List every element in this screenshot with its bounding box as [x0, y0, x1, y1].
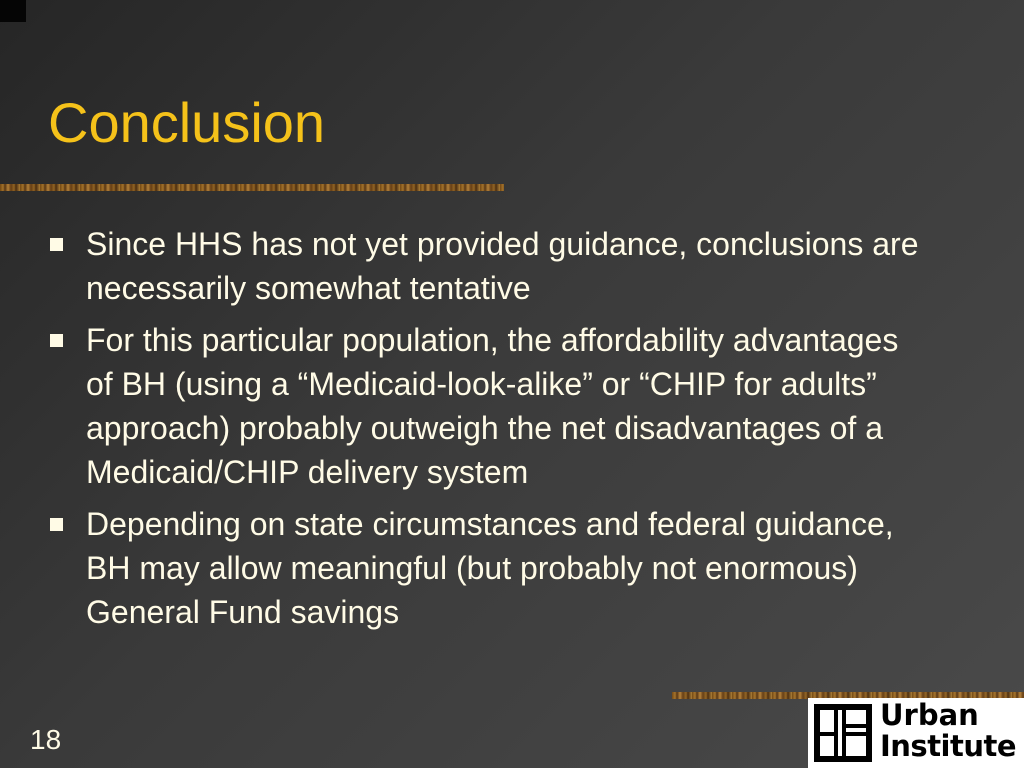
logo-grid-icon	[814, 704, 872, 762]
logo-line-urban: Urban	[880, 698, 979, 732]
bullet-text: For this particular population, the affordability advantages of BH (using a “Medicaid-look-alike” or “CHIP for adults” approach) probably outweigh the net disadvantages of a Medicaid/CHIP delivery system	[86, 322, 899, 490]
bullet-text: Depending on state circumstances and federal guidance, BH may allow meaningful (but probably not enormous) General Fund savings	[86, 506, 894, 630]
bullet-item	[48, 502, 928, 634]
logo-wordmark	[880, 700, 1016, 762]
title-divider	[0, 184, 504, 191]
slide-number: 18	[30, 724, 62, 755]
bullet-list	[48, 222, 928, 642]
bullet-text: Since HHS has not yet provided guidance, conclusions are necessarily somewhat tentative	[86, 226, 919, 306]
square-bullet-icon	[50, 238, 63, 251]
square-bullet-icon	[50, 334, 63, 347]
bullet-item	[48, 222, 928, 310]
logo-line-institute: Institute	[880, 729, 1017, 763]
corner-mark	[0, 0, 26, 22]
square-bullet-icon	[50, 518, 63, 531]
bullet-item	[48, 318, 928, 494]
urban-institute-logo	[808, 698, 1024, 768]
slide-title: Conclusion	[48, 91, 326, 154]
